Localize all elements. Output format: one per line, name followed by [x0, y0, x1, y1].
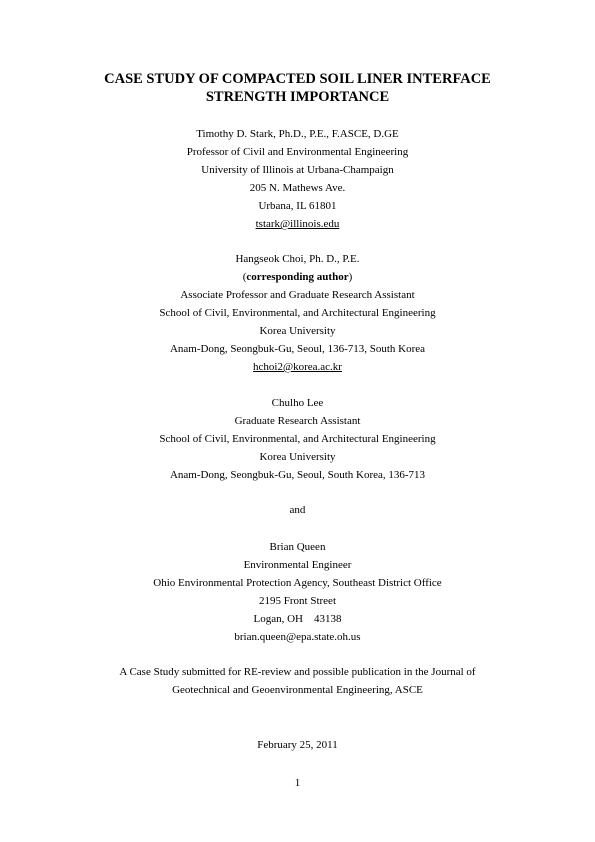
- author-email-link[interactable]: hchoi2@korea.ac.kr: [253, 361, 342, 373]
- title-line-1: CASE STUDY OF COMPACTED SOIL LINER INTERFACE: [104, 71, 491, 87]
- author-name: Brian Queen: [269, 541, 326, 553]
- paper-title: [40, 70, 555, 106]
- author-position: Associate Professor and Graduate Research Assistant: [180, 289, 415, 301]
- author-email: brian.queen@epa.state.oh.us: [234, 631, 361, 643]
- author-city: Logan, OH 43138: [253, 613, 342, 625]
- author-block-lee: [40, 394, 555, 484]
- submission-line-1: A Case Study submitted for RE-review and possible publication in the Journal of: [119, 666, 476, 678]
- author-position: Environmental Engineer: [243, 559, 352, 571]
- corresponding-author-label: corresponding author: [246, 271, 349, 283]
- author-school: School of Civil, Environmental, and Architectural Engineering: [159, 433, 436, 445]
- author-position: Professor of Civil and Environmental Engineering: [186, 146, 409, 158]
- author-street: 2195 Front Street: [259, 595, 336, 607]
- submission-date: [40, 736, 555, 754]
- author-address: Anam-Dong, Seongbuk-Gu, Seoul, South Korea, 136-713: [169, 469, 426, 481]
- note-close-paren: ): [348, 271, 353, 283]
- author-name: Timothy D. Stark, Ph.D., P.E., F.ASCE, D.GE: [196, 128, 399, 140]
- author-block-stark: [40, 125, 555, 233]
- corresponding-author-note: [40, 268, 555, 286]
- title-line-2: STRENGTH IMPORTANCE: [205, 89, 390, 105]
- page-number: 1: [294, 777, 301, 789]
- author-institution: Ohio Environmental Protection Agency, Southeast District Office: [153, 577, 442, 589]
- author-position: Graduate Research Assistant: [234, 415, 361, 427]
- submission-note: [40, 663, 555, 699]
- note-open-paren: (: [242, 271, 247, 283]
- author-institution: Korea University: [259, 451, 336, 463]
- author-street: 205 N. Mathews Ave.: [249, 182, 346, 194]
- and-separator: [40, 501, 555, 519]
- author-block-choi: [40, 250, 555, 376]
- author-name: Hangseok Choi, Ph. D., P.E.: [235, 253, 360, 265]
- author-email-link[interactable]: tstark@illinois.edu: [255, 218, 340, 230]
- author-name: Chulho Lee: [271, 397, 324, 409]
- author-school: School of Civil, Environmental, and Architectural Engineering: [159, 307, 436, 319]
- author-institution: Korea University: [259, 325, 336, 337]
- author-city: Urbana, IL 61801: [258, 200, 337, 212]
- submission-line-2: Geotechnical and Geoenvironmental Engineering, ASCE: [172, 684, 423, 696]
- author-institution: University of Illinois at Urbana-Champaign: [201, 164, 394, 176]
- date-text: February 25, 2011: [257, 739, 338, 751]
- author-address: Anam-Dong, Seongbuk-Gu, Seoul, 136-713, South Korea: [169, 343, 426, 355]
- author-block-queen: [40, 538, 555, 646]
- and-text: and: [289, 504, 306, 516]
